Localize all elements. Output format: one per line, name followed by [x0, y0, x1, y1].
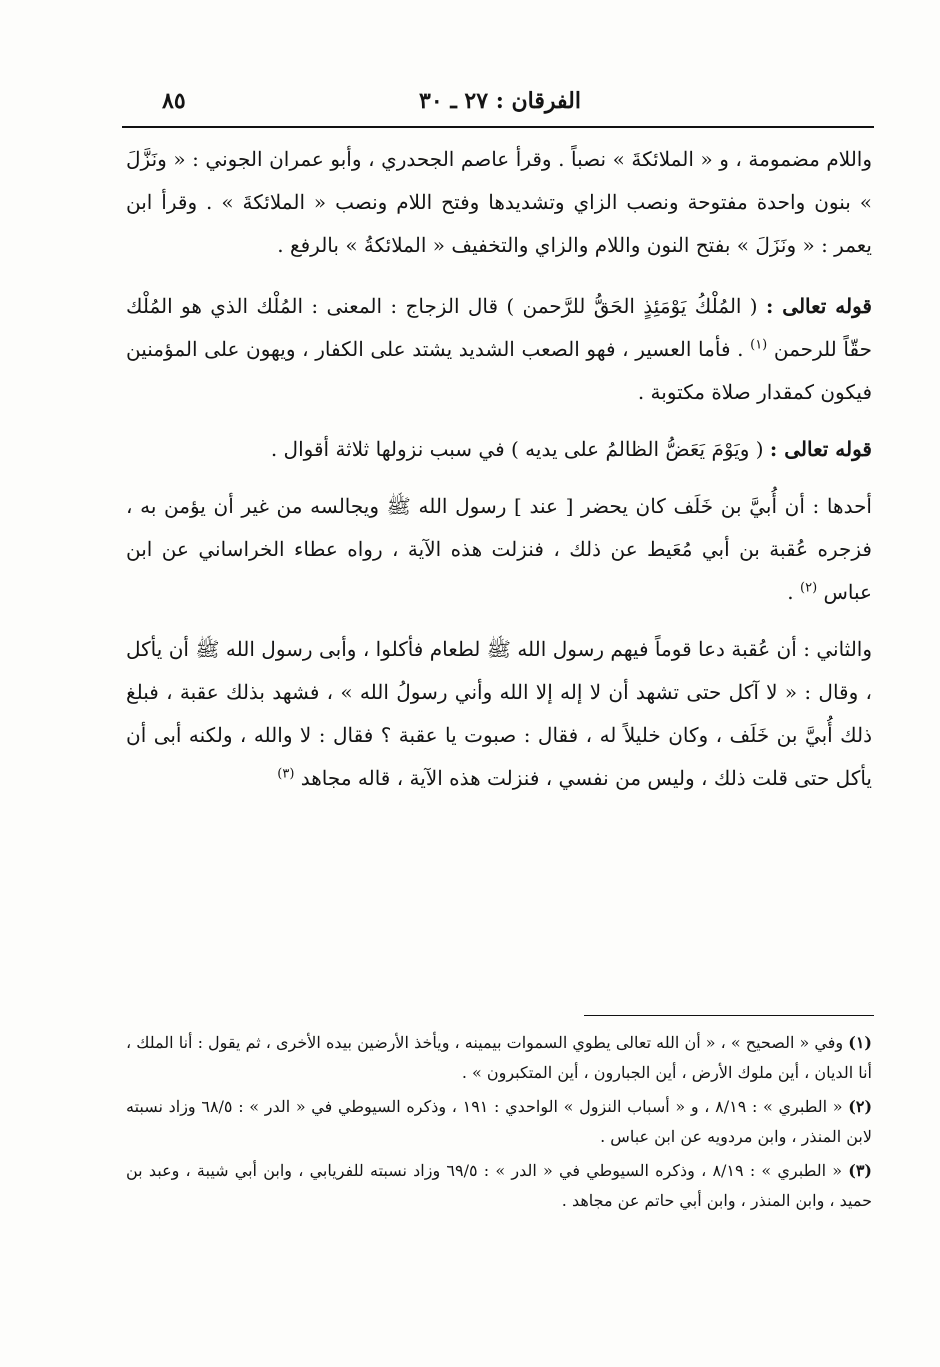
verse-lead: قوله تعالى : — [769, 437, 872, 461]
footnote-number: (٣) — [848, 1161, 872, 1180]
footnote-rule — [584, 1015, 874, 1016]
verse-lead: قوله تعالى : — [765, 294, 872, 318]
footnote-2 — [126, 1092, 872, 1152]
paragraph-2 — [126, 285, 872, 414]
footnote-text: « الطبري » : ٨/١٩ ، وذكره السيوطي في « الدر » : ٦٩/٥ وزاد نسبته للفريابي ، وابن أبي شيبة ، وعبد بن حميد ، وابن المنذر ، وابن أبي حاتم عن مجاهد . — [126, 1161, 872, 1210]
paragraph-text: والثاني : أن عُقبة دعا قوماً فيهم رسول الله ﷺ لطعام فأكلوا ، وأبى رسول الله ﷺ أن يأكل ، وقال : « لا آكل حتى تشهد أن لا إله إلا الله وأني رسولُ الله » ، فشهد بذلك عقبة ، فبلغ ذلك أُبيَّ بن خَلَف ، وكان خليلاً له ، فقال : صبوت يا عقبة ؟ فقال : لا والله ، ولكنه أبى أن يأكل حتى قلت ذلك ، وليس من نفسي ، فنزلت هذه الآية ، قاله مجاهد — [126, 637, 873, 790]
footnote-1 — [126, 1028, 872, 1088]
footnote-ref: (٣) — [277, 766, 295, 782]
page-header — [126, 82, 874, 126]
paragraph-text: أحدها : أن أُبيَّ بن خَلَف كان يحضر [ عند ] رسول الله ﷺ ويجالسه من غير أن يؤمن به ، فزجره عُقبة بن أبي مُعَيط عن ذلك ، فنزلت هذه الآية ، رواه عطاء الخراساني عن ابن عباس — [126, 494, 872, 604]
paragraph-text: ( المُلْكُ يَوْمَئِذٍ الحَقُّ للرَّحمن ) قال الزجاج : المعنى : المُلْك الذي هو المُلْك حقّاً للرحمن — [126, 294, 872, 361]
paragraph-1 — [126, 138, 872, 267]
paragraph-4 — [126, 485, 872, 614]
running-title: الفرقان : ٢٧ ـ ٣٠ — [419, 88, 581, 114]
paragraph-text: واللام مضمومة ، و « الملائكةَ » نصباً . وقرأ عاصم الجحدري ، وأبو عمران الجوني : « ونَزَّلَ » بنون واحدة مفتوحة ونصب الزاي وتشديدها وفتح اللام ونصب « الملائكةَ » . وقرأ ابن يعمر : « ونَزَلَ » بفتح النون واللام والزاي والتخفيف « الملائكةُ » بالرفع . — [126, 147, 872, 257]
paragraph-text-cont: . فأما العسير ، فهو الصعب الشديد يشتد على الكفار ، ويهون على المؤمنين فيكون كمقدار صلاة مكتوبة . — [126, 337, 872, 404]
paragraph-text: ( ويَوْمَ يَعَضُّ الظالمُ على يديه ) في سبب نزولها ثلاثة أقوال . — [270, 437, 770, 461]
footnote-ref: (٢) — [800, 580, 818, 596]
main-text — [126, 138, 872, 814]
header-rule — [122, 126, 874, 128]
page-number: ٨٥ — [162, 88, 186, 114]
footnote-text: وفي « الصحيح » ، « أن الله تعالى يطوي السموات بيمينه ، ويأخذ الأرضين بيده الأخرى ، ثم يقول : أنا الملك ، أنا الديان ، أين ملوك الأرض ، أين الجبارون ، أين المتكبرون » . — [126, 1033, 872, 1082]
footnote-3 — [126, 1156, 872, 1216]
footnote-text: « الطبري » : ٨/١٩ ، و « أسباب النزول » الواحدي : ١٩١ ، وذكره السيوطي في « الدر » : ٦٨/٥ وزاد نسبته لابن المنذر ، وابن مردويه عن ابن عباس . — [126, 1097, 872, 1146]
footnote-number: (١) — [848, 1033, 872, 1052]
footnote-number: (٢) — [848, 1097, 873, 1116]
paragraph-5 — [126, 628, 872, 800]
paragraph-text-cont: . — [787, 580, 801, 604]
footnote-ref: (١) — [750, 337, 768, 353]
footnotes — [126, 1028, 872, 1220]
paragraph-3 — [126, 428, 872, 471]
